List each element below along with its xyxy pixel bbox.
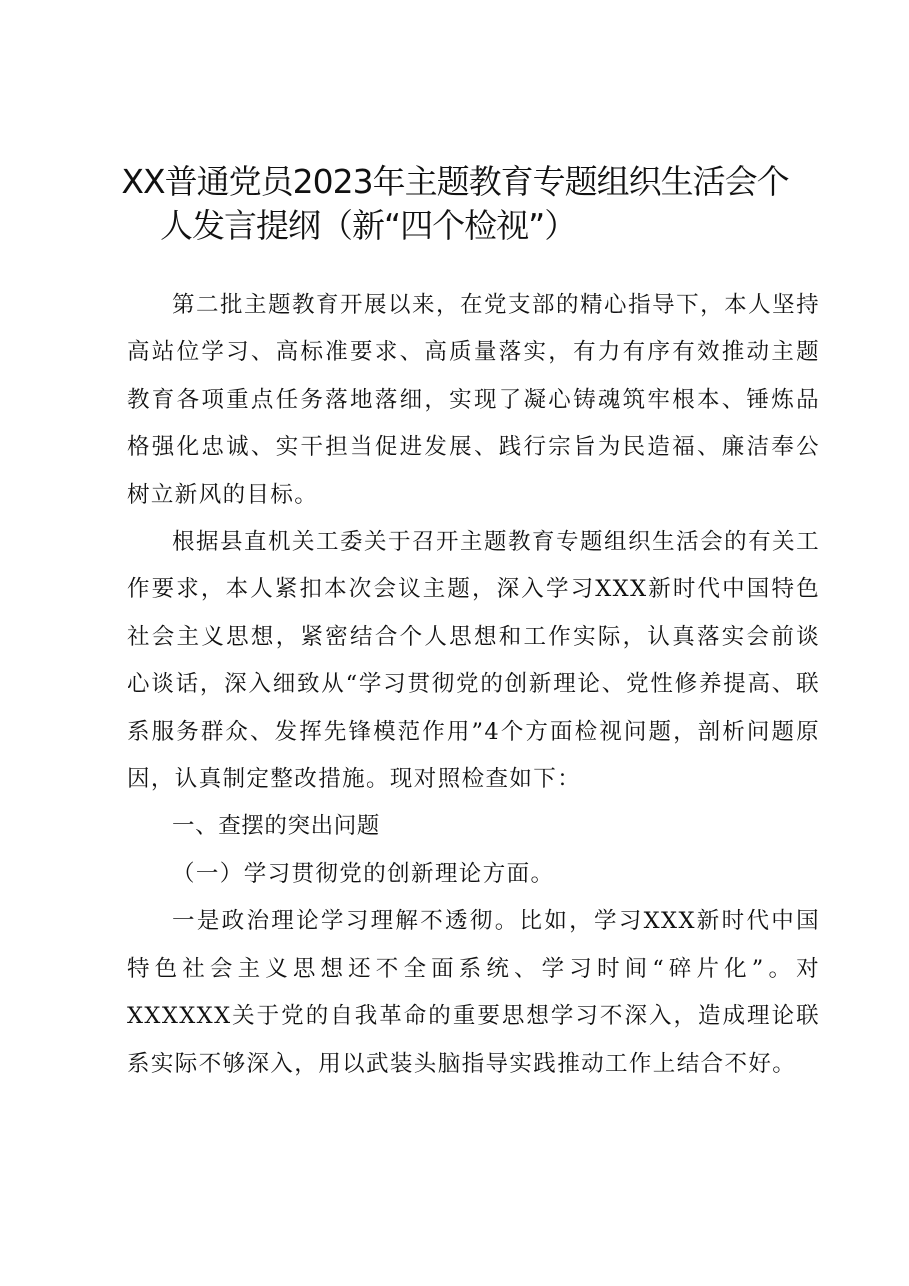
subsection-heading: （一）学习贯彻党的创新理论方面。 — [172, 860, 555, 887]
document-title — [95, 160, 815, 248]
paragraph-problem-one: 一是政治理论学习理解不透彻。比如，学习XXX新时代中国特色社会主义思想还不全面系统、学习时间“碎片化”。对XXXXXX关于党的自我革命的重要思想学习不深入，造成理论联系实际不够深入，用以武装头脑指导实践推动工作上结合不好。 — [127, 908, 820, 1077]
title-line-2: 人发言提纲（新“四个检视”） — [160, 206, 577, 245]
paragraph-requirements: 根据县直机关工委关于召开主题教育专题组织生活会的有关工作要求，本人紧扣本次会议主题，深入学习XXX新时代中国特色社会主义思想，紧密结合个人思想和工作实际，认真落实会前谈心谈话，深入细致从“学习贯彻党的创新理论、党性修养提高、联系服务群众、发挥先锋模范作用”4个方面检视问题，剖析问题原因，认真制定整改措施。现对照检查如下： — [127, 529, 820, 793]
title-line-1: XX普通党员2023年主题教育专题组织生活会个 — [121, 162, 789, 201]
paragraph-intro: 第二批主题教育开展以来，在党支部的精心指导下，本人坚持高站位学习、高标准要求、高质量落实，有力有序有效推动主题教育各项重点任务落地落细，实现了凝心铸魂筑牢根本、锤炼品格强化忠诚、实干担当促进发展、践行宗旨为民造福、廉洁奉公树立新风的目标。 — [127, 292, 820, 508]
document-body — [127, 282, 820, 1088]
section-heading: 一、查摆的突出问题 — [172, 813, 380, 840]
